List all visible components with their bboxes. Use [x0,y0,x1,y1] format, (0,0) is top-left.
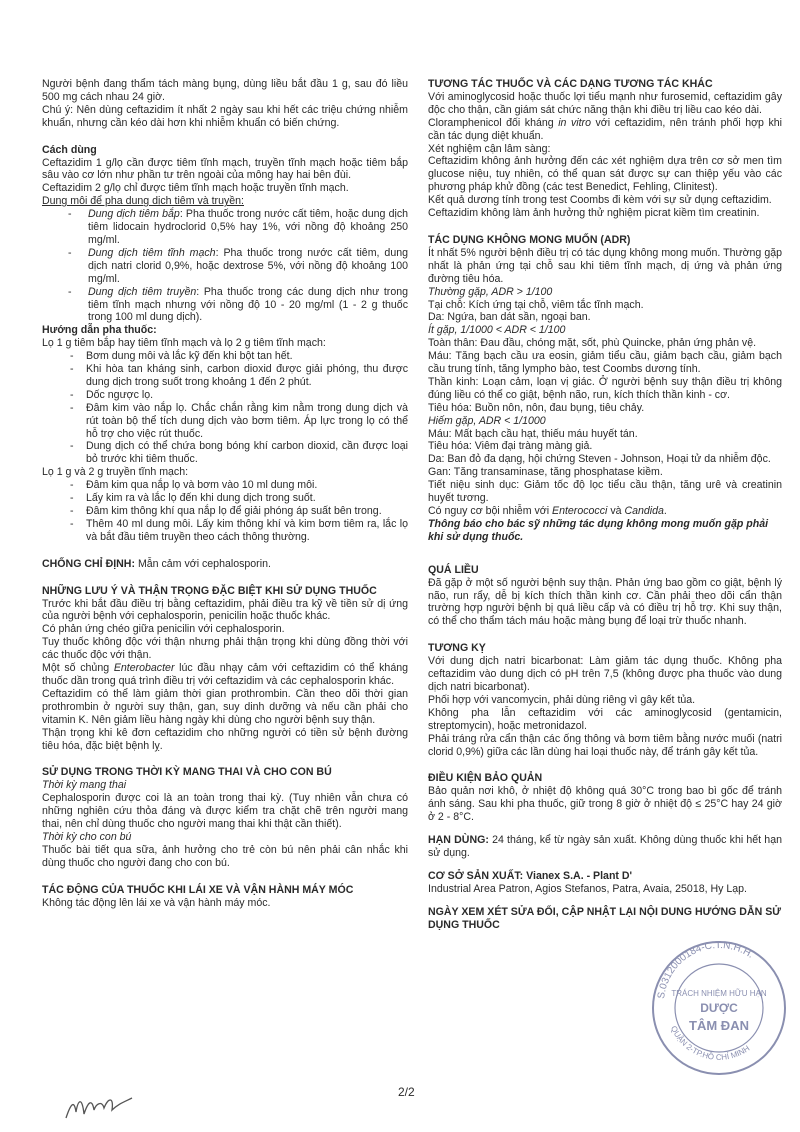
luu-y-para: Ceftazidim có thể làm giảm thời gian prothrombin. Cần theo dõi thời gian prothrombin ở người suy thận, gan, suy dinh dưỡng và nếu cần phải cho vitamin K. Nên giảm liều hàng ngày khi dùng cho người bệnh suy thận. [42,687,408,726]
tuong-tac-para: Ceftazidim không ảnh hưởng đến các xét nghiệm dựa trên cơ sở men tìm glucose niệu, tuy nhiên, có thể quan sát được sự can thiệp yếu vào các phương pháp khử đồng (các test Benedict, Fehling, Clinitest). [428,155,782,194]
tuong-tac-para: Kết quả dương tính trong test Coombs đi kèm với sự sử dụng ceftazidim. [428,194,772,207]
right-column [428,78,782,931]
thai-ky-sub: Thời kỳ mang thai [42,779,127,792]
section-title-qua-lieu: QUÁ LIỀU [428,563,479,576]
luu-y-enterobacter: Một số chủng Enterobacter lúc đầu nhạy cảm với ceftazidim có thể kháng thuốc dần trong quá trình điều trị với ceftazidim và các cephalosporin khác. [42,662,408,687]
adr-item: Toàn thân: Đau đầu, chóng mặt, sốt, phù Quincke, phản ứng phản vệ. [428,337,757,350]
page-number: 2/2 [398,1085,415,1099]
signature [62,1088,136,1124]
huong-dan-list-2 [42,479,408,544]
solvent-title: Dung môi để pha dung dịch tiêm và truyền: [42,195,244,208]
huong-dan-sub: Lọ 1 g tiêm bắp hay tiêm tĩnh mạch và lọ 2 g tiêm tĩnh mạch: [42,337,326,350]
section-title-lai-xe: TÁC ĐỘNG CỦA THUỐC KHI LÁI XE VÀ VẬN HÀNH MÁY MÓC [42,883,354,896]
adr-item: Tiêu hóa: Viêm đại tràng màng giả. [428,440,593,453]
intro-note: Chú ý: Nên dùng ceftazidim ít nhất 2 ngày sau khi hết các triệu chứng nhiễm khuẩn, nhưng cần kéo dài hơn khi nhiễm khuẩn có biến chứng. [42,103,408,129]
adr-item: Tiết niệu sinh dục: Giảm tốc độ lọc tiểu cầu thận, tăng urê và creatinin huyết tương. [428,479,782,505]
section-title-tuong-tac: TƯƠNG TÁC THUỐC VÀ CÁC DẠNG TƯƠNG TÁC KHÁC [428,78,713,90]
adr-item: Da: Ban đỏ đa dạng, hội chứng Steven - Johnson, Hoại tử da nhiễm độc. [428,453,771,466]
adr-freq: Thường gặp, ADR > 1/100 [428,285,553,298]
cach-dung-para: Ceftazidim 2 g/lọ chỉ được tiêm tĩnh mạch hoặc truyền tĩnh mạch. [42,182,349,195]
section-title-bao-quan: ĐIỀU KIỆN BẢO QUẢN [428,772,543,785]
solvent-item: - Dung dịch tiêm truyền: Pha thuốc trong các dung dịch như trong tiêm tĩnh mạch nhưng với nồng độ 10 - 20 mg/ml (1 - 2 g thuốc trong 100 ml dung dịch). [68,286,408,325]
list-item: - Đâm kim qua nắp lọ và bơm vào 10 ml dung môi. [70,479,408,492]
lai-xe-text: Không tác động lên lái xe và vận hành máy móc. [42,896,271,909]
luu-y-para: Tuy thuốc không độc với thận nhưng phải thận trọng khi dùng đồng thời với các thuốc độc với thận. [42,636,408,662]
luu-y-para: Có phản ứng chéo giữa penicilin với cephalosporin. [42,623,285,636]
list-item: - Dốc ngược lọ. [70,389,408,402]
section-title-cach-dung: Cách dùng [42,143,97,156]
tuong-ky-para: Với dung dịch natri bicarbonat: Làm giảm tác dụng thuốc. Không pha ceftazidim vào dung dịch có pH trên 7,5 (không được pha thuốc vào dung dịch natri bicarbonat). [428,655,782,693]
stamp-line3: TÂM ĐAN [689,1018,749,1033]
huong-dan-list-1 [42,350,408,466]
stamp-ring-text: S.0312000184-C.T.N.H.H. [656,939,756,1000]
stamp-line2: DƯỢC [700,1001,738,1015]
san-xuat-title: CƠ SỞ SẢN XUẤT: Vianex S.A. - Plant D' [428,869,633,882]
luu-y-para: Trước khi bắt đầu điều trị bằng ceftazidim, phải điều tra kỹ về tiền sử dị ứng của người bệnh với cephalosporin, penicilin hoặc thuốc khác. [42,597,408,623]
list-item: - Thêm 40 ml dung môi. Lấy kim thông khí và kim bơm tiêm ra, lắc lọ và bắt đầu tiêm truyền theo cách thông thường. [70,518,408,544]
section-title-luu-y: NHỮNG LƯU Ý VÀ THẬN TRỌNG ĐẶC BIỆT KHI SỬ DỤNG THUỐC [42,584,377,597]
luu-y-para: Thận trọng khi kê đơn ceftazidim cho những người có tiền sử bệnh đường tiêu hóa, đặc biệt bệnh lỵ. [42,726,408,752]
company-stamp [644,918,794,1088]
solvent-list [42,208,408,324]
cach-dung-para: Ceftazidim 1 g/lọ cần được tiêm tĩnh mạch, truyền tĩnh mạch hoặc tiêm bắp sâu vào cơ lớn như phần tư trên ngoài của mông hay hai bên đùi. [42,156,408,182]
list-item: - Đâm kim vào nắp lọ. Chắc chắn rằng kim nằm trong dung dịch và rút toàn bộ thể tích dung dịch vào bơm tiêm. Áp lực trong lọ có thể hỗ trợ cho việc rút thuốc. [70,402,408,441]
list-item: - Bơm dung môi và lắc kỹ đến khi bột tan hết. [70,350,408,363]
stamp-line1: TRÁCH NHIỆM HỮU HẠN [671,989,767,998]
cho-con-bu-text: Thuốc bài tiết qua sữa, ảnh hưởng cho trẻ còn bú nên phải cân nhắc khi dùng thuốc cho người đang cho con bú. [42,843,408,869]
adr-freq: Ít gặp, 1/1000 < ADR < 1/100 [428,324,566,337]
section-title-adr: TÁC DỤNG KHÔNG MONG MUỐN (ADR) [428,233,631,246]
list-item: - Đâm kim thông khí qua nắp lọ để giải phóng áp suất bên trong. [70,505,408,518]
san-xuat-address: Industrial Area Patron, Agios Stefanos, Patra, Avaia, 25018, Hy Lạp. [428,882,747,895]
intro-para: Người bệnh đang thẩm tách màng bụng, dùng liều bắt đầu 1 g, sau đó liều 500 mg cách nhau 24 giờ. [42,78,408,103]
adr-item: Tiêu hóa: Buồn nôn, nôn, đau bụng, tiêu chảy. [428,401,645,414]
adr-item: Tại chỗ: Kích ứng tại chỗ, viêm tắc tĩnh mạch. [428,298,644,311]
left-column [42,78,408,909]
adr-risk: Có nguy cơ bội nhiễm với Enterococci và Candida. [428,505,667,517]
tuong-ky-para: Không pha lẫn ceftazidim với các aminoglycosid (gentamicin, streptomycin), hoặc metronidazol. [428,706,782,732]
tuong-tac-para: Cloramphenicol đối kháng in vitro với ceftazidim, nên tránh phối hợp khi cần tác dụng diệt khuẩn. [428,116,783,142]
adr-item: Da: Ngứa, ban dát sần, ngoại ban. [428,311,591,324]
tuong-ky-para: Phối hợp với vancomycin, phải dùng riêng vì gây kết tủa. [428,693,696,706]
ngay-xem-xet: NGÀY XEM XÉT SỬA ĐỔI, CẬP NHẬT LẠI NỘI DUNG HƯỚNG DẪN SỬ DỤNG THUỐC [428,905,782,931]
list-item: - Dung dịch có thể chứa bong bóng khí carbon dioxid, cần được loại bỏ trước khi tiêm thuốc. [70,440,408,466]
section-title-tuong-ky: TƯƠNG KỴ [428,642,486,655]
adr-item: Gan: Tăng transaminase, tăng phosphatase kiềm. [428,466,663,479]
qua-lieu-text: Đã gặp ở một số người bệnh suy thận. Phản ứng bao gồm co giật, bệnh lý não, run rẩy, dễ bị kích thích thần kinh cơ. Cần phải theo dõi cẩn thận trường hợp người bệnh bị quá liều cấp và có điều trị hỗ trợ. Khi suy thận, có thể cho thẩm tách máu hoặc màng bụng để loại trừ thuốc nhanh. [428,576,782,628]
adr-item: Máu: Tăng bạch cầu ưa eosin, giảm tiểu cầu, giảm bạch cầu, giảm bạch cầu trung tính, tăng lympho bào, test Coombs dương tính. [428,350,782,376]
adr-freq: Hiếm gặp, ADR < 1/1000 [428,414,546,427]
adr-intro: Ít nhất 5% người bệnh điều trị có tác dụng không mong muốn. Thường gặp nhất là phản ứng tại chỗ sau khi tiêm tĩnh mạch, dị ứng và phản ứng đường tiêu hóa. [428,246,782,285]
stamp-bottom-text: QUẬN 2-TP.HỒ CHÍ MINH [668,1024,752,1062]
list-item: - Lấy kim ra và lắc lọ đến khi dung dịch trong suốt. [70,492,408,505]
solvent-item: - Dung dịch tiêm tĩnh mạch: Pha thuốc trong nước cất tiêm, dung dịch natri clorid 0,9%, hoặc dextrose 5%, với nồng độ khoảng 100 mg/ml. [68,247,408,286]
adr-item: Máu: Mất bạch cầu hạt, thiếu máu huyết tán. [428,427,638,440]
list-item: - Khi hòa tan kháng sinh, carbon dioxid được giải phóng, thu được dung dịch trong suốt trong khoảng 1 đến 2 phút. [70,363,408,389]
tuong-tac-para: Xét nghiệm cận lâm sàng: [428,142,551,155]
huong-dan-sub: Lọ 1 g và 2 g truyền tĩnh mạch: [42,466,189,479]
tuong-ky-para: Phải tráng rửa cẩn thận các ống thông và bơm tiêm bằng nước muối (natri clorid 0,9%) giữa các lần dùng hai loại thuốc này, để tránh gây kết tủa. [428,732,782,758]
chong-chi-dinh: CHỐNG CHỈ ĐỊNH: Mẫn cảm với cephalosporin. [42,557,271,570]
adr-item: Thần kinh: Loạn cảm, loạn vị giác. Ở người bệnh suy thận điều trị không đúng liều có thể co giật, bệnh não, run, kích thích thần kinh - cơ. [428,375,782,401]
han-dung: HẠN DÙNG: 24 tháng, kể từ ngày sản xuất. Không dùng thuốc khi hết hạn sử dụng. [428,834,782,859]
section-title-thai-ky: SỬ DỤNG TRONG THỜI KỲ MANG THAI VÀ CHO CON BÚ [42,766,332,779]
cho-con-bu-sub: Thời kỳ cho con bú [42,830,132,843]
thai-ky-text: Cephalosporin được coi là an toàn trong thai kỳ. (Tuy nhiên vẫn chưa có những nghiên cứu thỏa đáng và được kiểm tra chặt chẽ trên người mang thai, nên chỉ dùng thuốc cho người mang thai khi thật cần thiết). [42,792,408,831]
tuong-tac-para: Ceftazidim không làm ảnh hưởng thử nghiệm picrat kiềm tìm creatinin. [428,207,760,220]
tuong-tac-para: Với aminoglycosid hoặc thuốc lợi tiểu mạnh như furosemid, ceftazidim gây độc cho thận, cần giám sát chức năng thận khi điều trị liều cao kéo dài. [428,90,782,116]
adr-notice: Thông báo cho bác sỹ những tác dụng không mong muốn gặp phải khi sử dụng thuốc. [428,517,769,543]
section-title-huong-dan: Hướng dẫn pha thuốc: [42,324,157,337]
bao-quan-text: Bảo quản nơi khô, ở nhiệt độ không quá 30°C trong bao bì gốc để tránh ánh sáng. Sau khi pha thuốc, giữ trong 8 giờ ở nhiệt độ ≤ 25°C hay 24 giờ ở 2 - 8°C. [428,785,782,824]
solvent-item: - Dung dịch tiêm bắp: Pha thuốc trong nước cất tiêm, hoặc dung dịch tiêm lidocain hydroclorid 0,5% hay 1%, với nồng độ khoảng 250 mg/ml. [68,208,408,247]
